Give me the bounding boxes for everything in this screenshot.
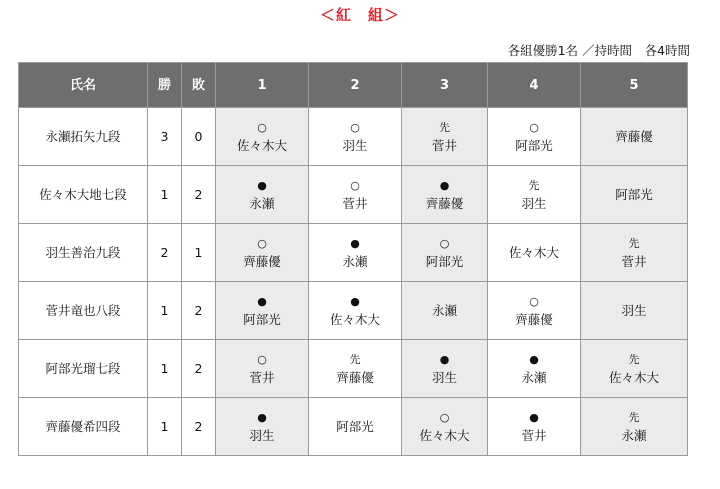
round-1-cell [216,282,309,340]
player-name: 永瀬拓矢九段 [19,108,148,166]
losses-count: 2 [182,282,216,340]
losses-count: 2 [182,166,216,224]
result-mark: ● [350,294,360,308]
round-4-cell [488,282,581,340]
result-mark: ○ [439,410,450,424]
result-mark: ○ [257,352,267,366]
result-mark: ○ [350,178,360,192]
header-round-1: 1 [216,63,309,108]
table-row [19,282,688,340]
result-mark: ○ [529,120,539,134]
wins-count: 1 [148,166,182,224]
round-3-cell [402,224,488,282]
opponent-name: 菅井 [249,369,275,385]
opponent-name: 齊藤優 [615,129,653,144]
result-mark: 先 [349,352,361,366]
round-2-cell [309,398,402,456]
opponent-name: 阿部光 [425,253,464,269]
result-mark: ○ [439,236,450,250]
opponent-name: 羽生 [431,369,457,385]
round-4-cell [488,166,581,224]
round-5-cell [581,224,688,282]
header-wins: 勝 [148,63,182,108]
table-row [19,108,688,166]
table-row [19,224,688,282]
result-mark: ● [257,294,267,308]
opponent-name: 佐々木大 [508,245,559,260]
wins-count: 1 [148,282,182,340]
opponent-name: 齊藤優 [243,253,281,269]
player-name: 佐々木大地七段 [19,166,148,224]
group-title: ＜紅 組＞ [319,6,400,24]
result-mark: 先 [628,236,640,250]
opponent-name: 阿部光 [515,137,553,153]
opponent-name: 永瀬 [249,195,275,211]
wins-count: 2 [148,224,182,282]
losses-count: 0 [182,108,216,166]
wins-count: 1 [148,340,182,398]
round-2-cell [309,166,402,224]
opponent-name: 羽生 [249,427,275,443]
round-4-cell [488,340,581,398]
round-2-cell [309,282,402,340]
result-mark: ○ [529,294,539,308]
result-mark: 先 [628,410,640,424]
rules-note: 各組優勝1名 ／持時間 各4時間 [507,43,690,58]
result-mark: ● [529,410,539,424]
opponent-name: 羽生 [621,303,647,318]
header-name: 氏名 [19,63,148,108]
opponent-name: 齊藤優 [336,369,374,385]
header-round-3: 3 [402,63,488,108]
round-5-cell [581,282,688,340]
round-2-cell [309,108,402,166]
round-5-cell [581,166,688,224]
round-5-cell [581,108,688,166]
player-name: 羽生善治九段 [19,224,148,282]
round-3-cell [402,282,488,340]
table-row [19,398,688,456]
header-round-5: 5 [581,63,688,108]
league-table [18,62,688,456]
table-row [19,340,688,398]
opponent-name: 羽生 [521,195,547,211]
table-row [19,166,688,224]
round-2-cell [309,340,402,398]
opponent-name: 菅井 [431,137,457,153]
table-body [19,108,688,456]
result-mark: ● [439,352,450,366]
round-4-cell [488,108,581,166]
result-mark: ○ [350,120,360,134]
opponent-name: 菅井 [342,195,368,211]
round-3-cell [402,166,488,224]
result-mark: 先 [528,178,540,192]
opponent-name: 永瀬 [621,427,647,443]
round-3-cell [402,398,488,456]
opponent-name: 永瀬 [342,253,368,269]
round-1-cell [216,398,309,456]
opponent-name: 永瀬 [431,303,457,318]
round-3-cell [402,340,488,398]
result-mark: 先 [628,352,640,366]
round-3-cell [402,108,488,166]
result-mark: ● [350,236,360,250]
result-mark: ● [439,178,450,192]
opponent-name: 阿部光 [243,311,281,327]
round-1-cell [216,224,309,282]
result-mark: ● [257,410,267,424]
opponent-name: 永瀬 [521,369,547,385]
opponent-name: 阿部光 [336,419,374,434]
header-row [19,63,688,108]
header-round-4: 4 [488,63,581,108]
player-name: 齊藤優希四段 [19,398,148,456]
result-mark: ● [257,178,267,192]
player-name: 阿部光瑠七段 [19,340,148,398]
wins-count: 1 [148,398,182,456]
opponent-name: 佐々木大 [608,369,659,385]
header-losses: 敗 [182,63,216,108]
opponent-name: 齊藤優 [425,195,464,211]
round-1-cell [216,166,309,224]
wins-count: 3 [148,108,182,166]
result-mark: ○ [257,236,267,250]
result-mark: ● [529,352,539,366]
opponent-name: 佐々木大 [329,311,380,327]
player-name: 菅井竜也八段 [19,282,148,340]
losses-count: 1 [182,224,216,282]
losses-count: 2 [182,398,216,456]
opponent-name: 齊藤優 [515,311,553,327]
round-1-cell [216,340,309,398]
losses-count: 2 [182,340,216,398]
result-mark: 先 [439,120,450,134]
round-4-cell [488,224,581,282]
header-round-2: 2 [309,63,402,108]
result-mark: ○ [257,120,267,134]
round-4-cell [488,398,581,456]
opponent-name: 菅井 [621,253,647,269]
round-5-cell [581,340,688,398]
opponent-name: 佐々木大 [419,427,470,443]
round-2-cell [309,224,402,282]
opponent-name: 佐々木大 [236,137,287,153]
round-5-cell [581,398,688,456]
opponent-name: 羽生 [342,137,368,153]
opponent-name: 菅井 [521,427,547,443]
round-1-cell [216,108,309,166]
opponent-name: 阿部光 [615,187,653,202]
